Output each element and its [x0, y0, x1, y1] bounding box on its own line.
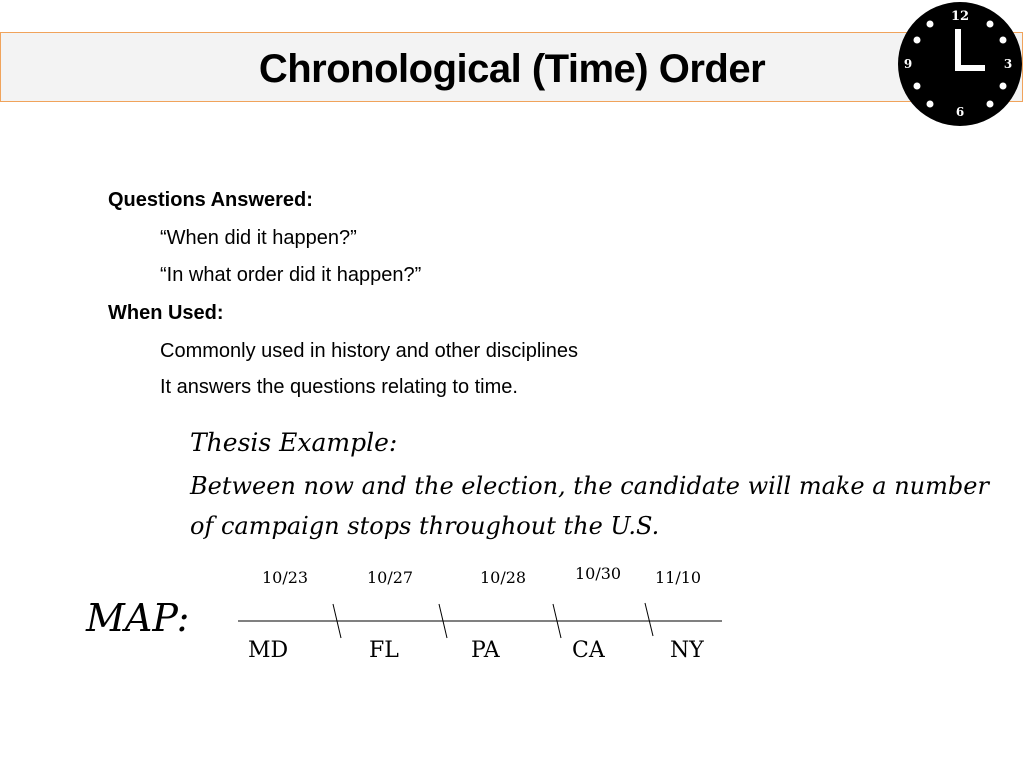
timeline-state: PA — [471, 638, 500, 663]
timeline-state: CA — [572, 638, 605, 663]
clock-number-12: 12 — [950, 9, 970, 24]
clock-number-3: 3 — [1003, 57, 1013, 71]
question-1: “When did it happen?” — [160, 227, 357, 249]
timeline-state: FL — [369, 638, 399, 663]
thesis-line-1: Between now and the election, the candidate will make a number — [190, 472, 989, 500]
timeline-date: 10/23 — [262, 568, 309, 587]
timeline-date: 10/30 — [575, 564, 622, 583]
question-2: “In what order did it happen?” — [160, 264, 422, 286]
slide-title: Chronological (Time) Order — [258, 47, 766, 91]
used-item-2: It answers the questions relating to time. — [160, 376, 518, 398]
used-item-1: Commonly used in history and other disciplines — [160, 340, 578, 362]
clock-number-6: 6 — [955, 105, 965, 119]
timeline-date: 10/28 — [480, 568, 527, 587]
questions-heading: Questions Answered: — [108, 189, 313, 211]
clock-number-9: 9 — [903, 57, 913, 71]
thesis-line-2: of campaign stops throughout the U.S. — [190, 512, 660, 540]
map-label: MAP: — [86, 596, 190, 640]
used-heading: When Used: — [108, 302, 224, 324]
thesis-heading: Thesis Example: — [190, 428, 398, 457]
timeline-date: 11/10 — [655, 568, 702, 587]
timeline-state: NY — [670, 638, 704, 663]
timeline-state: MD — [248, 638, 289, 663]
timeline-date: 10/27 — [367, 568, 414, 587]
